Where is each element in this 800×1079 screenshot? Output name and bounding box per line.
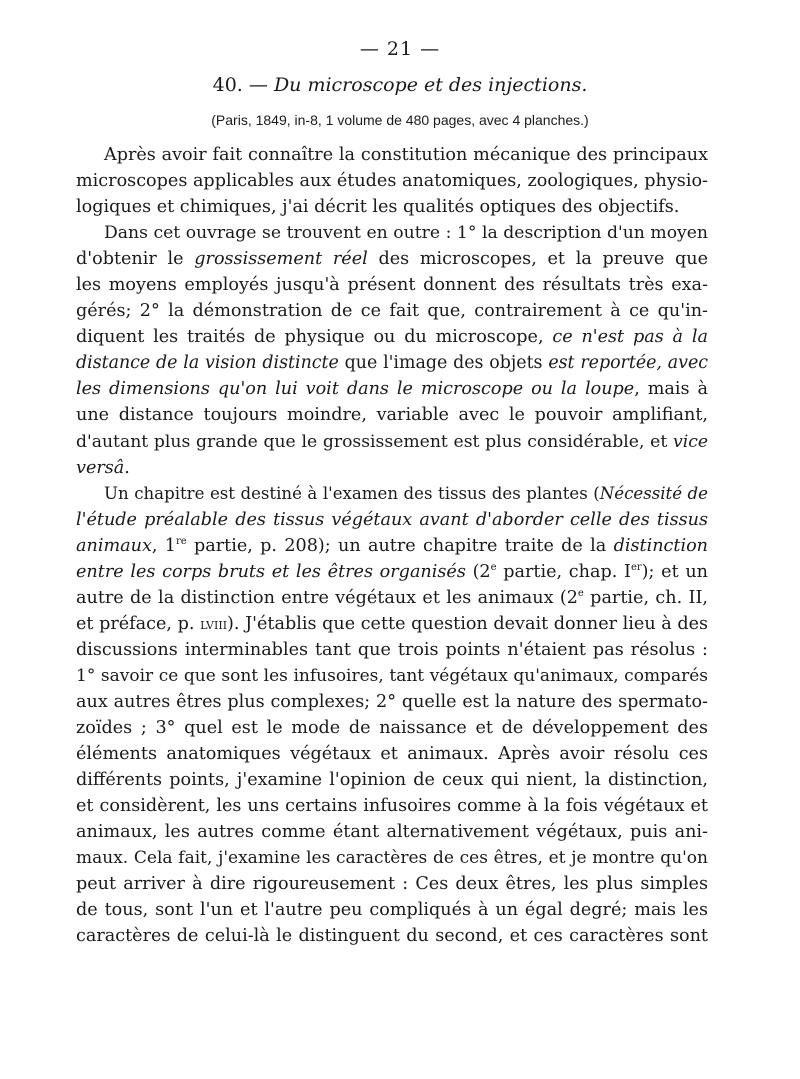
text-line: peut arriver à dire rigoureusement : Ces deux êtres, les plus simples	[76, 874, 708, 895]
text-line: l'étude préalable des tissus végétaux avant d'aborder celle des tissus	[76, 509, 708, 530]
text-line: zoïdes ; 3° quel est le mode de naissance et de développement des	[76, 718, 708, 739]
page-number: — 21 —	[359, 38, 441, 60]
text-line: Dans cet ouvrage se trouvent en outre : 1° la description d'un moyen	[104, 223, 708, 244]
text-line: une distance toujours moindre, variable avec le pouvoir amplifiant,	[76, 405, 708, 426]
text-line: autre de la distinction entre végétaux et les animaux (2e partie, ch. II,	[76, 587, 708, 608]
text-line: caractères de celui-là le distinguent du second, et ces caractères sont	[76, 926, 708, 947]
text-line: 1° savoir ce que sont les infusoires, tant végétaux qu'animaux, comparés	[76, 665, 708, 686]
text-line: Un chapitre est destiné à l'examen des tissus des plantes (Nécessité de	[104, 483, 708, 503]
text-line: discussions interminables tant que trois points n'étaient pas résolus :	[76, 639, 708, 660]
entry-number: 40. —	[212, 74, 268, 96]
text-line: gérés; 2° la démonstration de ce fait que, contrairement à ce qu'in-	[76, 301, 708, 322]
text-line: logiques et chimiques, j'ai décrit les qualités optiques des objectifs.	[76, 197, 680, 218]
text-line: d'autant plus grande que le grossissement est plus considérable, et vice	[76, 431, 708, 452]
text-line: animaux, 1re partie, p. 208); un autre chapitre traite de la distinction	[76, 535, 708, 556]
text-line: diquent les traités de physique ou du microscope, ce n'est pas à la	[76, 327, 708, 348]
publication-details: (Paris, 1849, in-8, 1 volume de 480 pages, avec 4 planches.)	[211, 112, 589, 128]
text-line: différents points, j'examine l'opinion de ceux qui nient, la distinction,	[76, 770, 708, 791]
text-line: d'obtenir le grossissement réel des microscopes, et la preuve que	[76, 249, 708, 270]
body-text	[76, 142, 708, 949]
text-line: maux. Cela fait, j'examine les caractères de ces êtres, et je montre qu'on	[76, 848, 708, 869]
text-line: distance de la vision distincte que l'image des objets est reportée, avec	[76, 353, 709, 374]
text-line: Après avoir fait connaître la constitution mécanique des principaux	[104, 145, 708, 165]
text-line: et préface, p. lviii). J'établis que cette question devait donner lieu à des	[76, 613, 709, 634]
text-line: entre les corps bruts et les êtres organisés (2e partie, chap. Ier); et un	[76, 561, 708, 582]
text-line: et considèrent, les uns certains infusoires comme à la fois végétaux et	[76, 796, 708, 817]
text-line: aux autres êtres plus complexes; 2° quelle est la nature des spermato-	[76, 691, 708, 712]
text-line: de tous, sont l'un et l'autre peu compliqués à un égal degré; mais les	[76, 900, 708, 921]
text-line: versâ.	[76, 457, 130, 478]
text-line: éléments anatomiques végétaux et animaux. Après avoir résolu ces	[76, 744, 708, 765]
text-line: microscopes applicables aux études anatomiques, zoologiques, physio-	[76, 171, 708, 192]
text-line: animaux, les autres comme étant alternativement végétaux, puis ani-	[76, 822, 708, 843]
entry-heading	[0, 74, 800, 96]
text-line: les dimensions qu'on lui voit dans le microscope ou la loupe, mais à	[76, 379, 708, 400]
entry-title: Du microscope et des injections.	[273, 74, 588, 96]
text-line: les moyens employés jusqu'à présent donnent des résultats très exa-	[76, 275, 708, 296]
